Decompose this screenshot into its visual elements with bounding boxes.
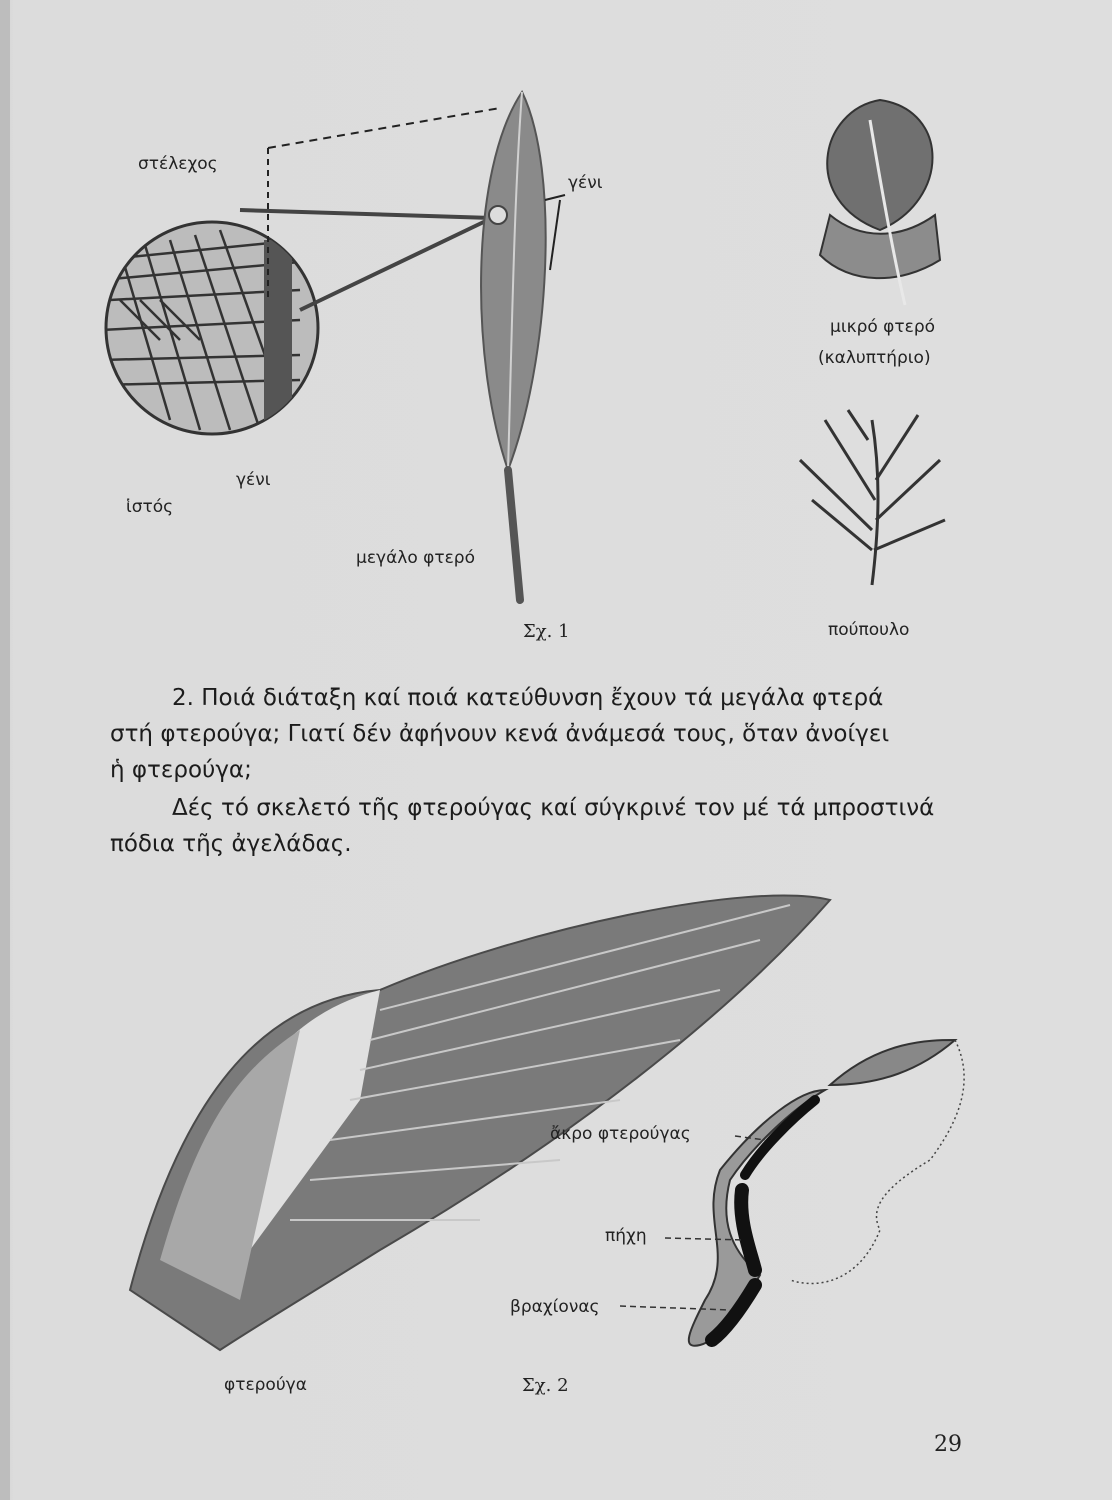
label-forearm: πήχη (605, 1226, 647, 1246)
label-wing: φτερούγα (224, 1375, 307, 1395)
question2-text (110, 680, 990, 862)
label-beard-top: γένι (568, 173, 603, 193)
label-down-feather: πούπουλο (828, 620, 910, 640)
question2-line1: 2. Ποιά διάταξη καί ποιά κατεύθυνση ἔχουν τά μεγάλα φτερά (172, 685, 884, 711)
label-large-feather: μεγάλο φτερό (356, 548, 475, 568)
label-vane: ἱστός (126, 497, 174, 517)
question2-line5: πόδια τῆς ἀγελάδας. (110, 831, 352, 857)
question2-line3: ἡ φτερούγα; (110, 757, 252, 783)
small-feather-drawing (820, 100, 940, 305)
question2-line2: στή φτερούγα; Γιατί δέν ἀφήνουν κενά ἀνάμεσά τους, ὅταν ἀνοίγει (110, 721, 890, 747)
large-feather-drawing (481, 92, 565, 600)
label-small-feather: μικρό φτερό (830, 317, 936, 337)
label-stem: στέλεχος (138, 154, 218, 174)
figure2-caption: Σχ. 2 (522, 1375, 569, 1396)
down-feather-drawing (800, 410, 945, 585)
page-number: 29 (934, 1432, 962, 1457)
wing-skeleton-drawing (620, 1040, 964, 1346)
label-arm: βραχίονας (510, 1297, 600, 1317)
question2-line4: Δές τό σκελετό τῆς φτερούγας καί σύγκρινέ τον μέ τά μπροστινά (172, 795, 935, 821)
label-wing-tip: ἄκρο φτερούγας (550, 1124, 691, 1144)
label-small-feather-type: (καλυπτήριο) (818, 348, 931, 368)
label-beard-bottom: γένι (236, 470, 271, 490)
figure1-caption: Σχ. 1 (523, 621, 570, 642)
